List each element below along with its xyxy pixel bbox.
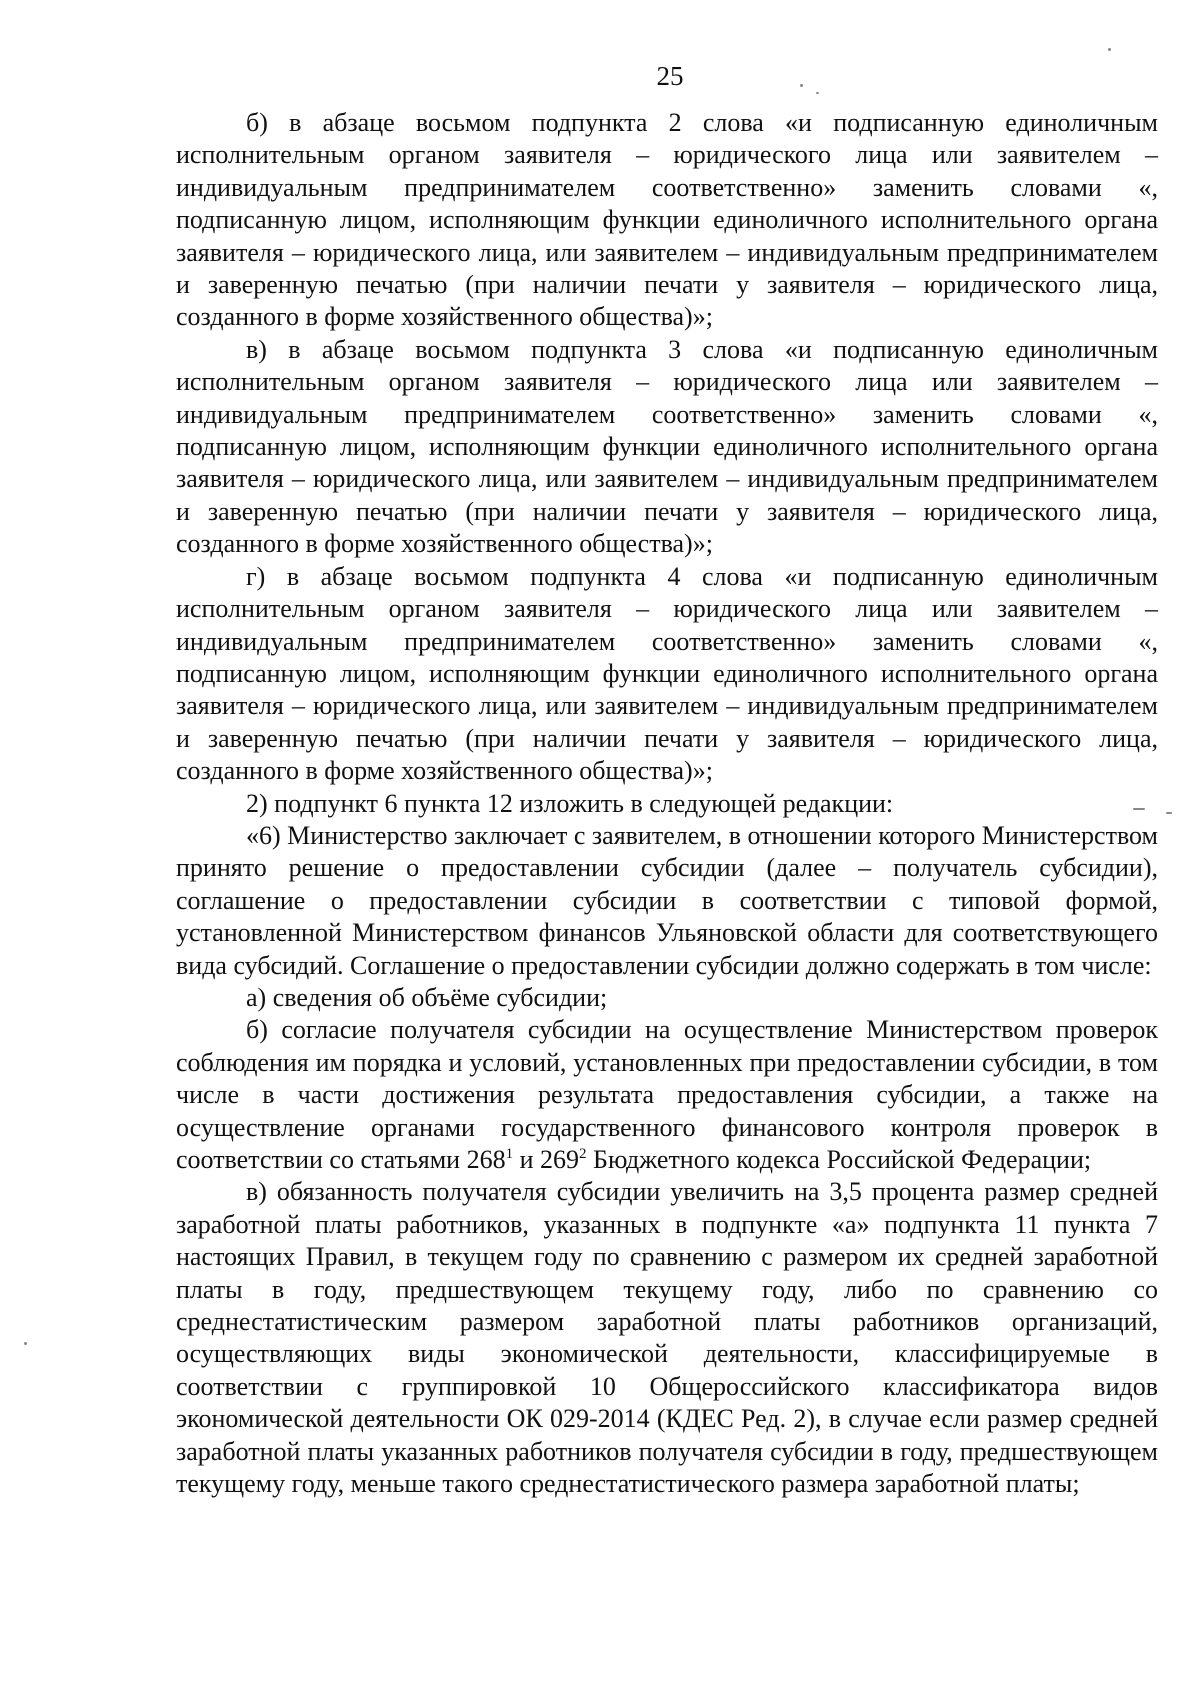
paragraph-b-consent bbox=[176, 1014, 1158, 1176]
paragraph-v-salary-obligation: в) обязанность получателя субсидии увеличить на 3,5 процента размер средней заработной платы работников, указанных в подпункте «а» подпункта 11 пункта 7 настоящих Правил, в текущем году по сравнению с размером их средней заработной платы в году, предшествующем текущему году, либо по сравнению со среднестатистическим размером заработной платы работников организаций, осуществляющих виды экономической деятельности, классифицируемые в соответствии с группировкой 10 Общероссийского классификатора видов экономической деятельности ОК 029-2014 (КДЕС Ред. 2), в случае если размер средней заработной платы указанных работников получателя субсидии в году, предшествующем текущему году, меньше такого среднестатистического размера заработной платы; bbox=[176, 1177, 1158, 1499]
scan-speck bbox=[816, 92, 819, 94]
scan-speck bbox=[1108, 48, 1111, 51]
article-269-superscript: 2 bbox=[579, 1146, 587, 1162]
article-268-superscript: 1 bbox=[505, 1146, 514, 1162]
paragraph-b-subpoint-2: б) в абзаце восьмом подпункта 2 слова «и подписанную единоличным исполнительным органом заявителя – юридического лица или заявителем – индивидуальным предпринимателем соответственно» заменить словами «, подписанную лицом, исполняющим функции единоличного исполнительного органа заявителя – юридического лица, или заявителем – индивидуальным предпринимателем и заверенную печатью (при наличии печати у заявителя – юридического лица, созданного в форме хозяйственного общества)»; bbox=[176, 108, 1158, 332]
scan-speck bbox=[800, 84, 803, 87]
consent-text: б) согласие получателя субсидии на осуществление Министерством проверок соблюдения им порядка и условий, установленных при предоставлении субсидии, в том числе в части достижения результата предоставления субсидии, а также на осуществление органами государственного финансового контроля проверок в соответствии со статьями bbox=[176, 1015, 1158, 1174]
paragraph-a-subsidy-volume: а) сведения об объёме субсидии; bbox=[246, 982, 608, 1012]
article-269: 269 bbox=[540, 1145, 580, 1174]
paragraph-item-6-intro: «6) Министерство заключает с заявителем, в отношении которого Министерством принято решение о предоставлении субсидии (далее – получатель субсидии), соглашение о предоставлении субсидии в соответствии с типовой формой, установленной Министерством финансов Ульяновской области для соответствующего вида субсидий. Соглашение о предоставлении субсидии должно содержать в том числе: bbox=[176, 820, 1158, 980]
article-268: 268 bbox=[466, 1145, 506, 1174]
consent-text-tail: Бюджетного кодекса Российской Федерации; bbox=[586, 1145, 1092, 1174]
scan-speck bbox=[1133, 808, 1145, 810]
paragraph-v-subpoint-3: в) в абзаце восьмом подпункта 3 слова «и подписанную единоличным исполнительным органом заявителя – юридического лица или заявителем – индивидуальным предпринимателем соответственно» заменить словами «, подписанную лицом, исполняющим функции единоличного исполнительного органа заявителя – юридического лица, или заявителем – индивидуальным предпринимателем и заверенную печатью (при наличии печати у заявителя – юридического лица, созданного в форме хозяйственного общества)»; bbox=[176, 334, 1158, 559]
scan-speck bbox=[1166, 812, 1172, 814]
conjunction: и bbox=[513, 1145, 541, 1174]
page-number: 25 bbox=[656, 61, 684, 91]
scan-speck bbox=[24, 1342, 27, 1345]
paragraph-item-2: 2) подпункт 6 пункта 12 изложить в следующей редакции: bbox=[246, 788, 894, 818]
paragraph-g-subpoint-4: г) в абзаце восьмом подпункта 4 слова «и подписанную единоличным исполнительным органом заявителя – юридического лица или заявителем – индивидуальным предпринимателем соответственно» заменить словами «, подписанную лицом, исполняющим функции единоличного исполнительного органа заявителя – юридического лица, или заявителем – индивидуальным предпринимателем и заверенную печатью (при наличии печати у заявителя – юридического лица, созданного в форме хозяйственного общества)»; bbox=[176, 561, 1158, 786]
document-body bbox=[176, 107, 1158, 1500]
